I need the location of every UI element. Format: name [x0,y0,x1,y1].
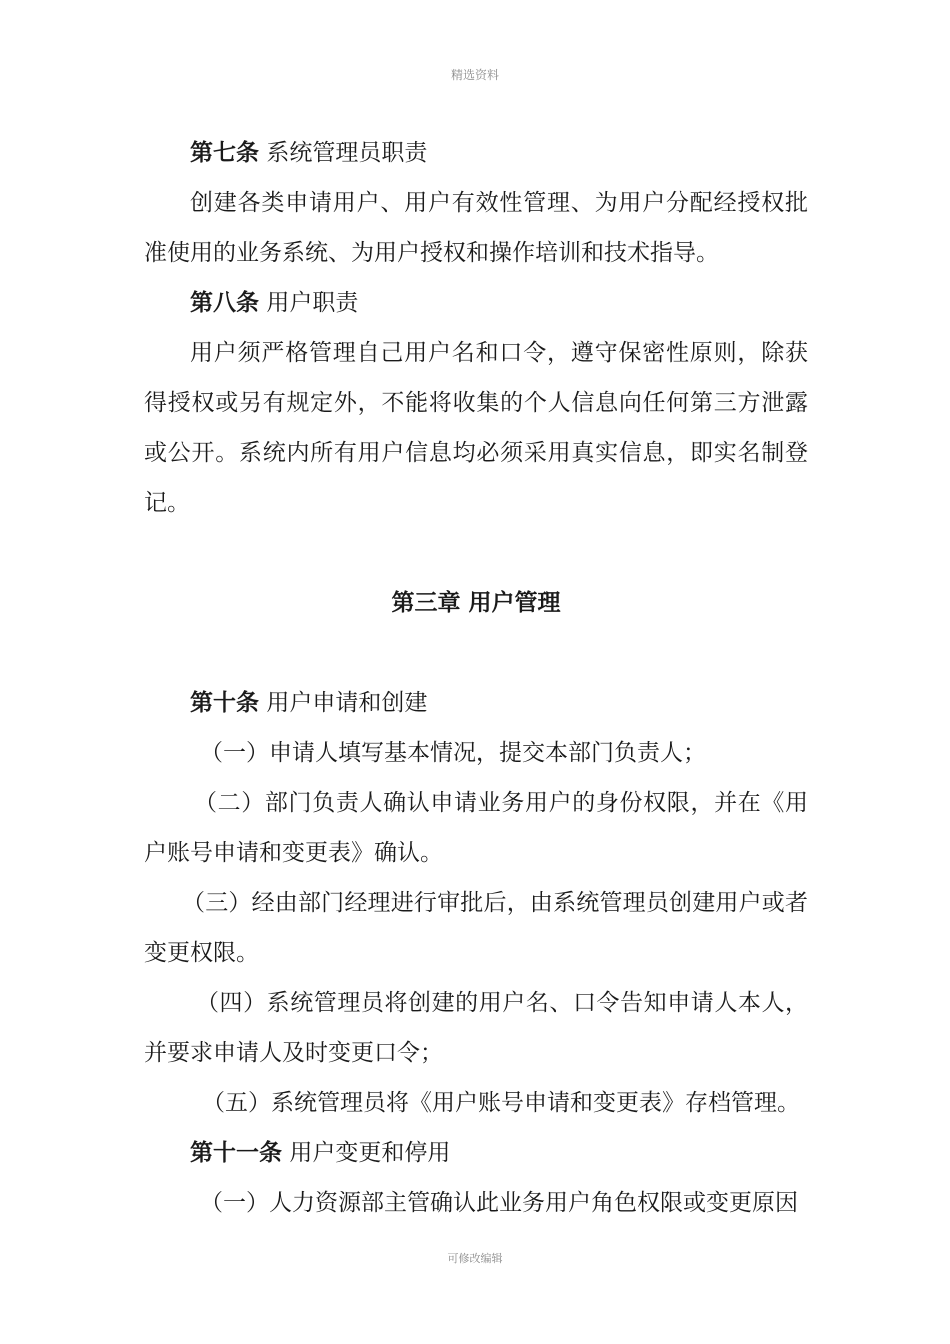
page-header-note: 精选资料 [450,68,499,82]
article-title: 用户变更和停用 [289,1140,451,1166]
article-title: 系统管理员职责 [266,140,428,166]
article-8-paragraph: 用户须严格管理自己用户名和口令，遵守保密性原则，除获得授权或另有规定外，不能将收集的个人信息向任何第三方泄露或公开。系统内所有用户信息均必须采用真实信息，即实名制登记。 [144,340,808,516]
article-7-paragraph: 创建各类申请用户、用户有效性管理、为用户分配经授权批准使用的业务系统、为用户授权和操作培训和技术指导。 [144,190,808,266]
chapter-title: 第三章 用户管理 [391,590,561,616]
list-item: （三）经由部门经理进行审批后，由系统管理员创建用户或者变更权限。 [144,890,808,966]
list-item: （五）系统管理员将《用户账号申请和变更表》存档管理。 [202,1090,800,1116]
document-body [144,128,808,1228]
article-10-heading [144,678,808,728]
article-label: 第十条 [190,690,259,716]
article-8-heading [144,278,808,328]
article-label: 第七条 [190,140,259,166]
article-title: 用户申请和创建 [266,690,428,716]
list-item: （一）申请人填写基本情况，提交本部门负责人； [200,740,706,766]
article-title: 用户职责 [266,290,359,316]
list-item: （二）部门负责人确认申请业务用户的身份权限，并在《用户账号申请和变更表》确认。 [144,790,808,866]
article-label: 第八条 [190,290,259,316]
page-footer-note: 可修改编辑 [447,1252,503,1265]
article-11-heading [144,1128,808,1178]
list-item: （四）系统管理员将创建的用户名、口令告知申请人本人，并要求申请人及时变更口令； [144,990,808,1066]
article-7-heading [144,128,808,178]
list-item: （一）人力资源部主管确认此业务用户角色权限或变更原因 [200,1190,798,1216]
article-label: 第十一条 [190,1140,282,1166]
